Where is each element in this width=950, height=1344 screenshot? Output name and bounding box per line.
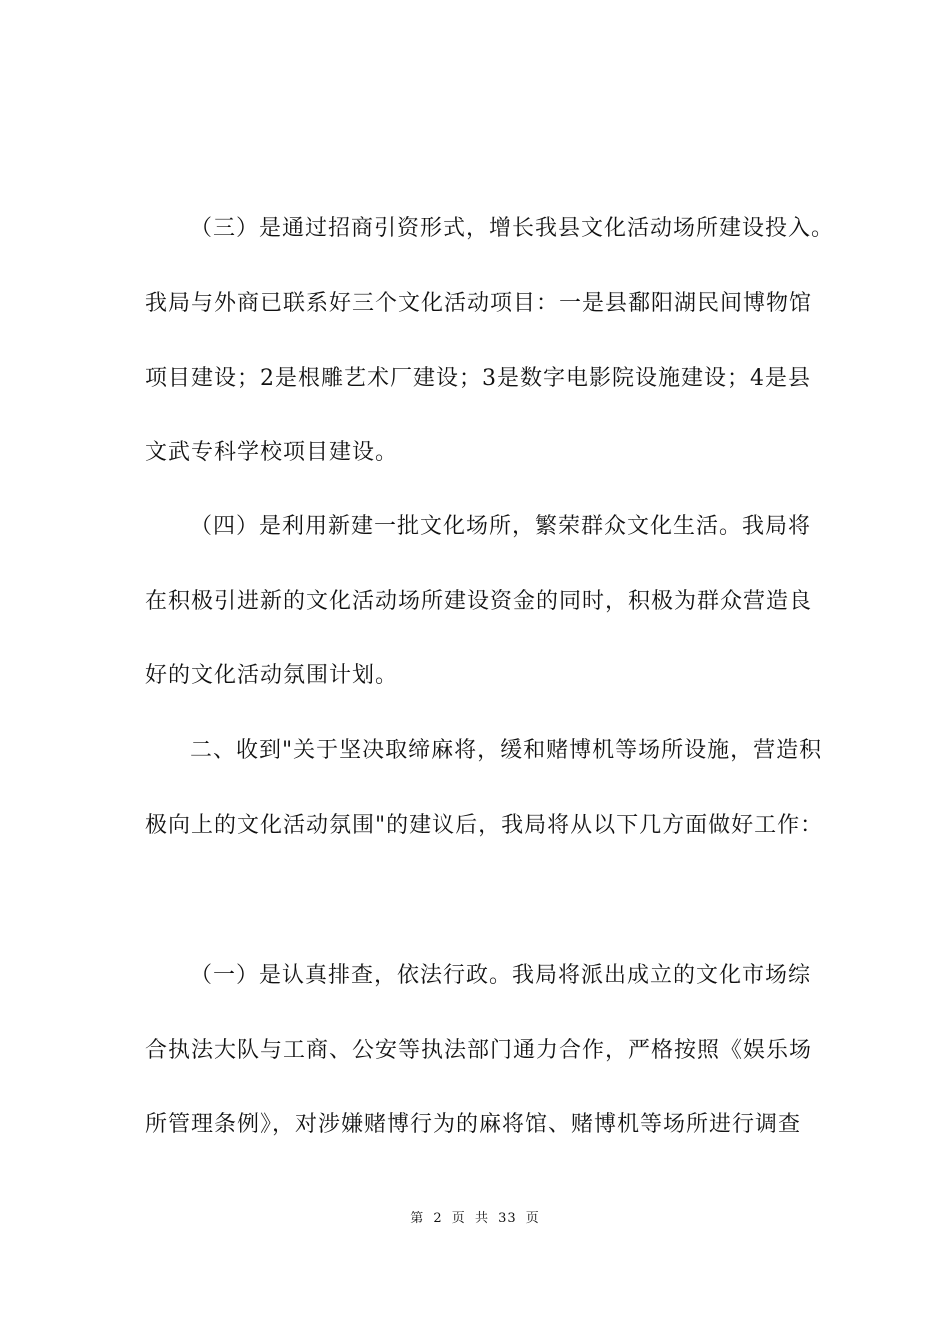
paragraph-line: 好的文化活动氛围计划。 <box>145 663 399 688</box>
paragraph-line: 二、收到"关于坚决取缔麻将，缓和赌博机等场所设施，营造积 <box>190 738 823 763</box>
footer-prefix: 第 <box>410 1211 425 1226</box>
paragraph-line: 文武专科学校项目建设。 <box>145 440 399 465</box>
paragraph-line: 项目建设；2是根雕艺术厂建设；3是数字电影院设施建设；4是县 <box>145 366 811 391</box>
total-pages: 33 <box>498 1211 517 1226</box>
page-number: 2 <box>433 1211 443 1226</box>
footer-total-word: 共 <box>474 1211 489 1226</box>
page-footer <box>0 1210 950 1228</box>
footer-page-word: 页 <box>451 1211 466 1226</box>
paragraph-line: （一）是认真排查，依法行政。我局将派出成立的文化市场综 <box>190 963 812 988</box>
paragraph-line: 合执法大队与工商、公安等执法部门通力合作，严格按照《娱乐场 <box>145 1038 813 1063</box>
paragraph-line: （三）是通过招商引资形式，增长我县文化活动场所建设投入。 <box>190 216 835 241</box>
paragraph-line: 我局与外商已联系好三个文化活动项目：一是县鄱阳湖民间博物馆 <box>145 291 813 316</box>
paragraph-line: 所管理条例》，对涉嫌赌博行为的麻将馆、赌博机等场所进行调查 <box>145 1112 802 1137</box>
paragraph-line: 在积极引进新的文化活动场所建设资金的同时，积极为群众营造良 <box>145 589 813 614</box>
paragraph-line: 极向上的文化活动氛围"的建议后，我局将从以下几方面做好工作： <box>145 813 824 838</box>
paragraph-line: （四）是利用新建一批文化场所，繁荣群众文化生活。我局将 <box>190 514 812 539</box>
footer-page-word-2: 页 <box>525 1211 540 1226</box>
